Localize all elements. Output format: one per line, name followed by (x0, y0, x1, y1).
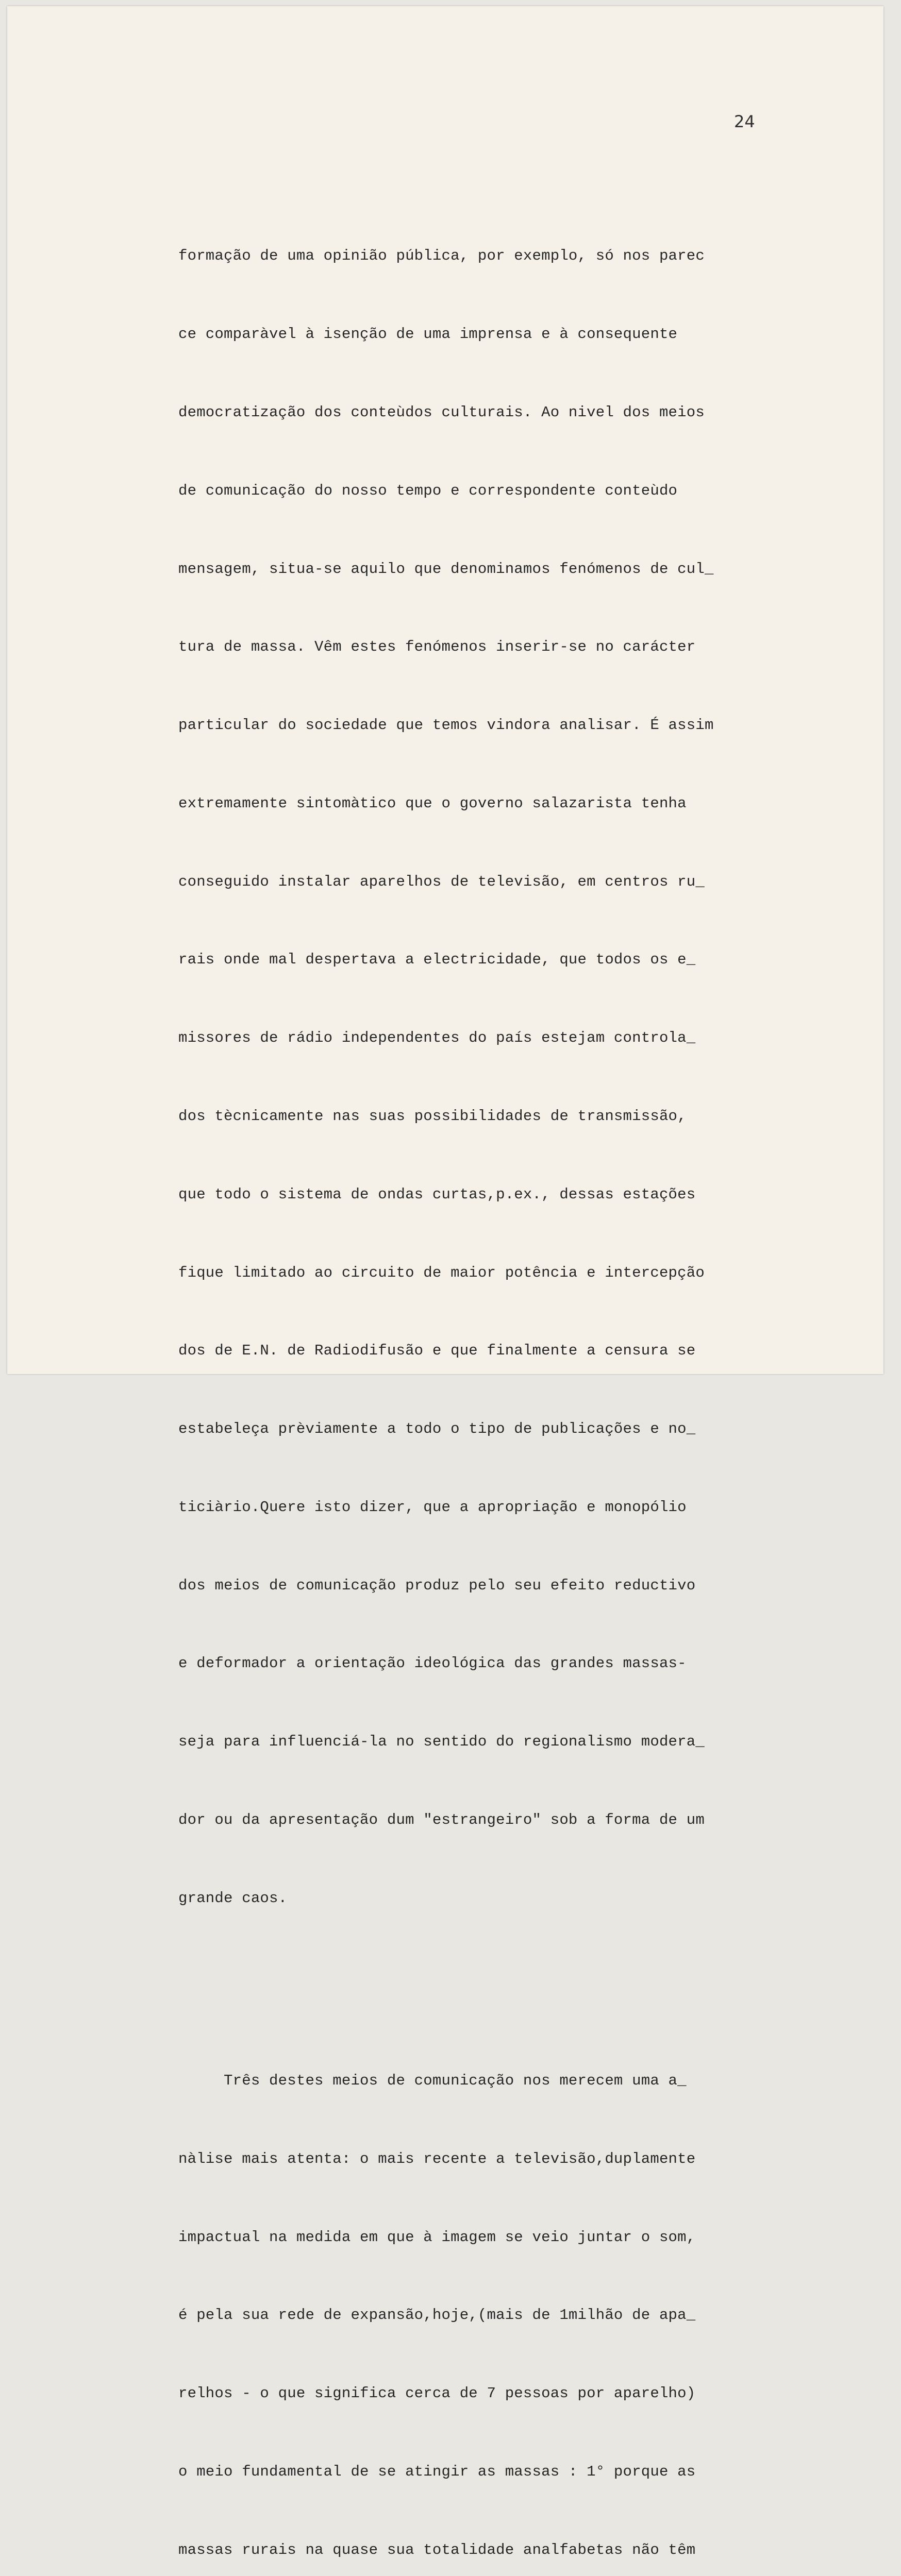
text-line: grande caos. (178, 1889, 288, 1907)
text-line: particular do sociedade que temos vindora analisar. É assim (178, 717, 714, 734)
text-line: dos de E.N. de Radiodifusão e que finalmente a censura se (178, 1342, 696, 1360)
text-line: e deformador a orientação ideológica das grandes massas- (178, 1655, 687, 1672)
text-line: dor ou da apresentação dum "estrangeiro" sob a forma de um (178, 1811, 705, 1828)
text-line: conseguido instalar aparelhos de televisão, em centros ru_ (178, 873, 705, 890)
text-line: nàlise mais atenta: o mais recente a televisão,duplamente (178, 2150, 696, 2167)
text-line: é pela sua rede de expansão,hoje,(mais de 1milhão de apa_ (178, 2307, 696, 2324)
text-line: rais onde mal despertava a electricidade, que todos os e_ (178, 951, 696, 969)
text-line: ce comparàvel à isenção de uma imprensa e à consequente (178, 326, 678, 343)
text-line: tura de massa. Vêm estes fenómenos inserir-se no carácter (178, 638, 696, 656)
text-line: impactual na medida em que à imagem se veio juntar o som, (178, 2228, 696, 2246)
text-line: dos tècnicamente nas suas possibilidades de transmissão, (178, 1107, 687, 1125)
text-line: extremamente sintomàtico que o governo salazarista tenha (178, 794, 687, 812)
text-line: missores de rádio independentes do país estejam controla_ (178, 1029, 696, 1047)
text-line: fique limitado ao circuito de maior potência e intercepção (178, 1264, 705, 1281)
document-body (178, 139, 797, 2576)
document-page (7, 6, 883, 2558)
text-line: o meio fundamental de se atingir as massas : 1° porque as (178, 2463, 696, 2480)
text-line: dos meios de comunicação produz pelo seu efeito reductivo (178, 1577, 696, 1594)
text-line: mensagem, situa-se aquilo que denominamos fenómenos de cul_ (178, 560, 714, 578)
text-line: formação de uma opinião pública, por exemplo, só nos parec (178, 247, 705, 265)
page-number: 24 (734, 112, 755, 131)
text-line: democratização dos conteùdos culturais. Ao nivel dos meios (178, 403, 705, 421)
paragraph-2 (178, 2016, 797, 2576)
text-line: de comunicação do nosso tempo e correspondente conteùdo (178, 482, 678, 499)
text-line: ticiàrio.Quere isto dizer, que a apropriação e monopólio (178, 1498, 687, 1516)
text-line: seja para influenciá-la no sentido do regionalismo modera_ (178, 1733, 705, 1751)
paragraph-1 (178, 191, 797, 1963)
text-line: Três destes meios de comunicação nos merecem uma a_ (178, 2072, 687, 2089)
text-line: relhos - o que significa cerca de 7 pessoas por aparelho) (178, 2385, 696, 2402)
text-line: estabeleça prèviamente a todo o tipo de publicações e no_ (178, 1420, 696, 1438)
text-line: que todo o sistema de ondas curtas,p.ex., dessas estações (178, 1185, 696, 1203)
text-line: massas rurais na quase sua totalidade analfabetas não têm (178, 2541, 696, 2558)
